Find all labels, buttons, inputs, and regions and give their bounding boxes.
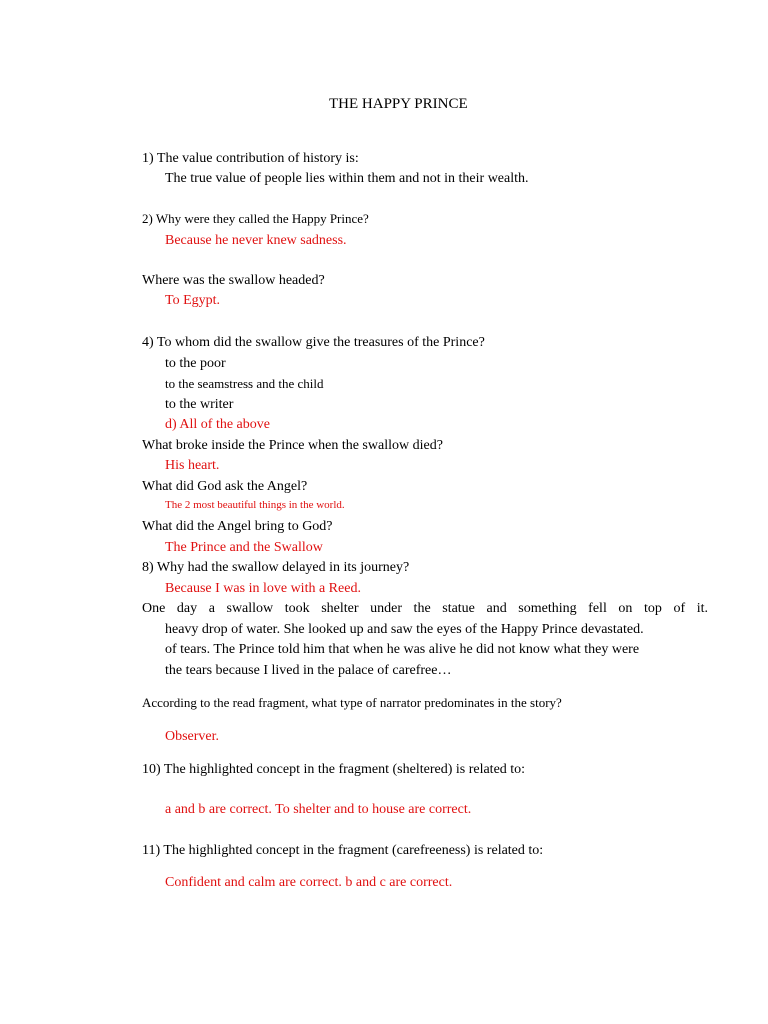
answer-11: Confident and calm are correct. b and c are correct. xyxy=(165,875,453,890)
fragment-line-4: the tears because I lived in the palace of carefree… xyxy=(165,663,452,678)
answer-8: Because I was in love with a Reed. xyxy=(165,581,361,596)
answer-10: a and b are correct. To shelter and to house are correct. xyxy=(165,802,472,817)
question-1: 1) The value contribution of history is: xyxy=(142,151,359,166)
answer-2: Because he never knew sadness. xyxy=(165,233,347,248)
fragment-line-2: heavy drop of water. She looked up and saw the eyes of the Happy Prince devastated. xyxy=(165,622,644,637)
page-title: THE HAPPY PRINCE xyxy=(329,96,468,112)
question-2: 2) Why were they called the Happy Prince? xyxy=(142,211,369,226)
answer-1: The true value of people lies within them and not in their wealth. xyxy=(165,171,529,186)
question-10: 10) The highlighted concept in the fragment (sheltered) is related to: xyxy=(142,762,526,777)
answer-9: Observer. xyxy=(165,729,220,744)
question-9: According to the read fragment, what type of narrator predominates in the story? xyxy=(142,695,562,710)
answer-5: His heart. xyxy=(165,458,220,473)
fragment-line-3: of tears. The Prince told him that when he was alive he did not know what they were xyxy=(165,642,640,657)
question-6: What did God ask the Angel? xyxy=(142,479,308,494)
fragment-line-1: One day a swallow took shelter under the statue and something fell on top of it. xyxy=(142,601,708,616)
answer-6: The 2 most beautiful things in the world. xyxy=(165,499,345,511)
question-3: Where was the swallow headed? xyxy=(142,273,325,288)
answer-3: To Egypt. xyxy=(165,293,221,308)
option-4d-answer: d) All of the above xyxy=(165,417,270,432)
question-5: What broke inside the Prince when the swallow died? xyxy=(142,438,443,453)
option-4c: to the writer xyxy=(165,397,234,412)
question-7: What did the Angel bring to God? xyxy=(142,519,333,534)
question-8: 8) Why had the swallow delayed in its journey? xyxy=(142,560,410,575)
answer-7: The Prince and the Swallow xyxy=(165,540,323,555)
option-4a: to the poor xyxy=(165,356,226,371)
question-4: 4) To whom did the swallow give the treasures of the Prince? xyxy=(142,335,485,350)
option-4b: to the seamstress and the child xyxy=(165,376,324,391)
question-11: 11) The highlighted concept in the fragment (carefreeness) is related to: xyxy=(142,843,544,858)
